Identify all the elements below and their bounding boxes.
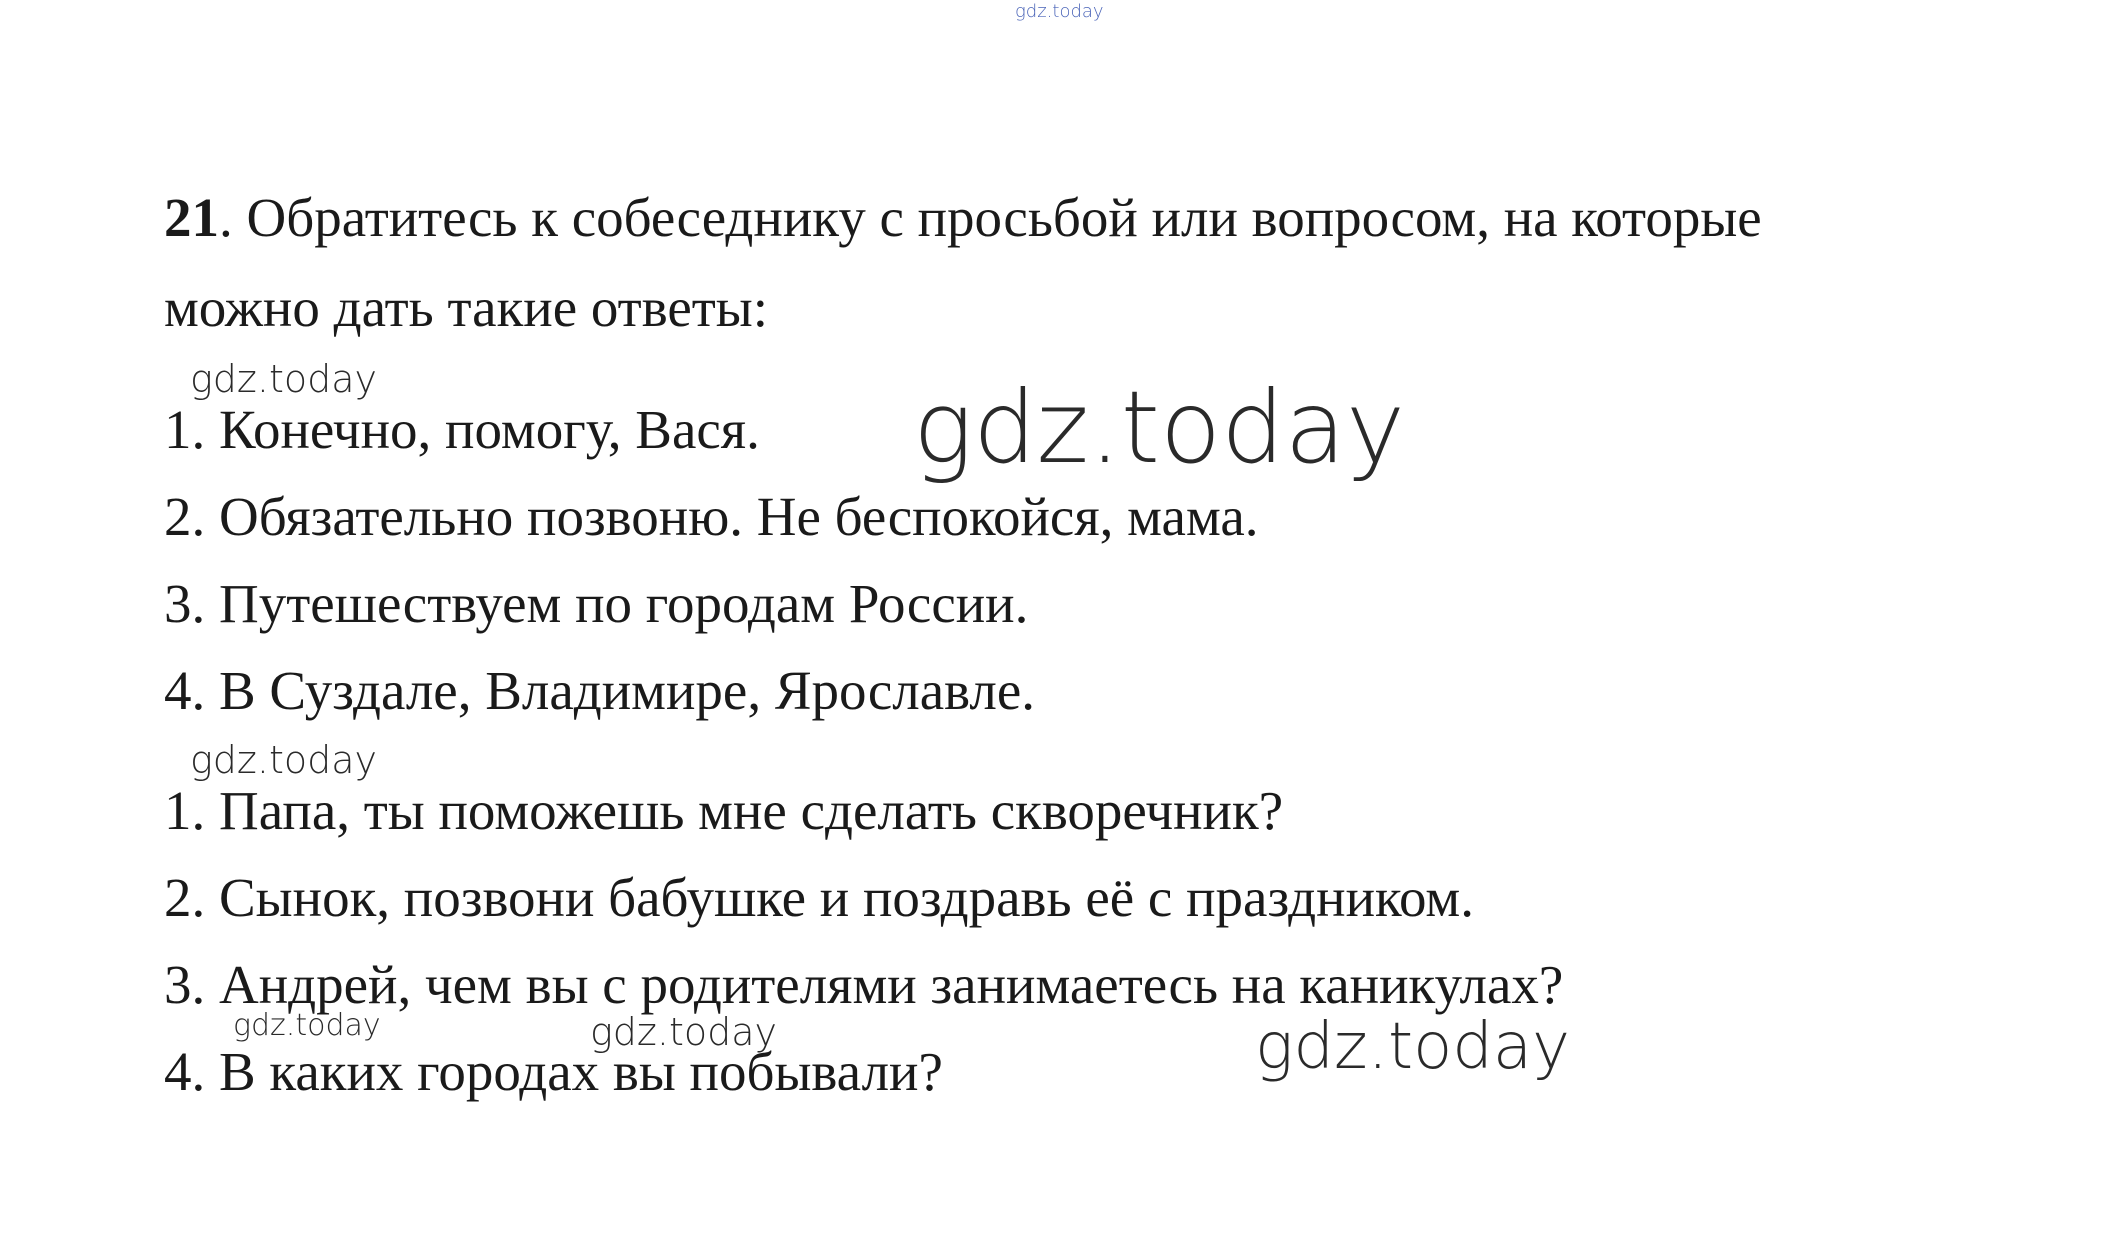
task-instruction xyxy=(164,187,1762,248)
watermark-top: gdz.today xyxy=(1015,1,1104,22)
answer-item: 4. В Суздале, Владимире, Ярославле. xyxy=(164,660,1036,721)
answer-item: 2. Обязательно позвоню. Не беспокойся, мама. xyxy=(164,486,1259,547)
solution-item: 3. Андрей, чем вы с родителями занимаетесь на каникулах? xyxy=(164,954,1564,1015)
solution-item: 2. Сынок, позвони бабушке и поздравь её с праздником. xyxy=(164,867,1474,928)
task-instruction-line1: . Обратитесь к собеседнику с просьбой или вопросом, на которые xyxy=(219,187,1762,248)
watermark-small: gdz.today xyxy=(190,357,377,401)
answer-item: 3. Путешествуем по городам России. xyxy=(164,573,1029,634)
task-number: 21 xyxy=(164,187,219,248)
answer-item: 1. Конечно, помогу, Вася. xyxy=(164,399,760,460)
watermark-small: gdz.today xyxy=(190,738,377,782)
watermark-small: gdz.today xyxy=(233,1008,381,1043)
watermark-small: gdz.today xyxy=(590,1010,777,1054)
task-instruction-line2: можно дать такие ответы: xyxy=(164,277,769,338)
solution-item: 1. Папа, ты поможешь мне сделать скворечник? xyxy=(164,780,1284,841)
solution-item: 4. В каких городах вы побывали? xyxy=(164,1041,943,1102)
watermark-medium: gdz.today xyxy=(1255,1010,1570,1084)
watermark-large: gdz.today xyxy=(913,369,1406,486)
